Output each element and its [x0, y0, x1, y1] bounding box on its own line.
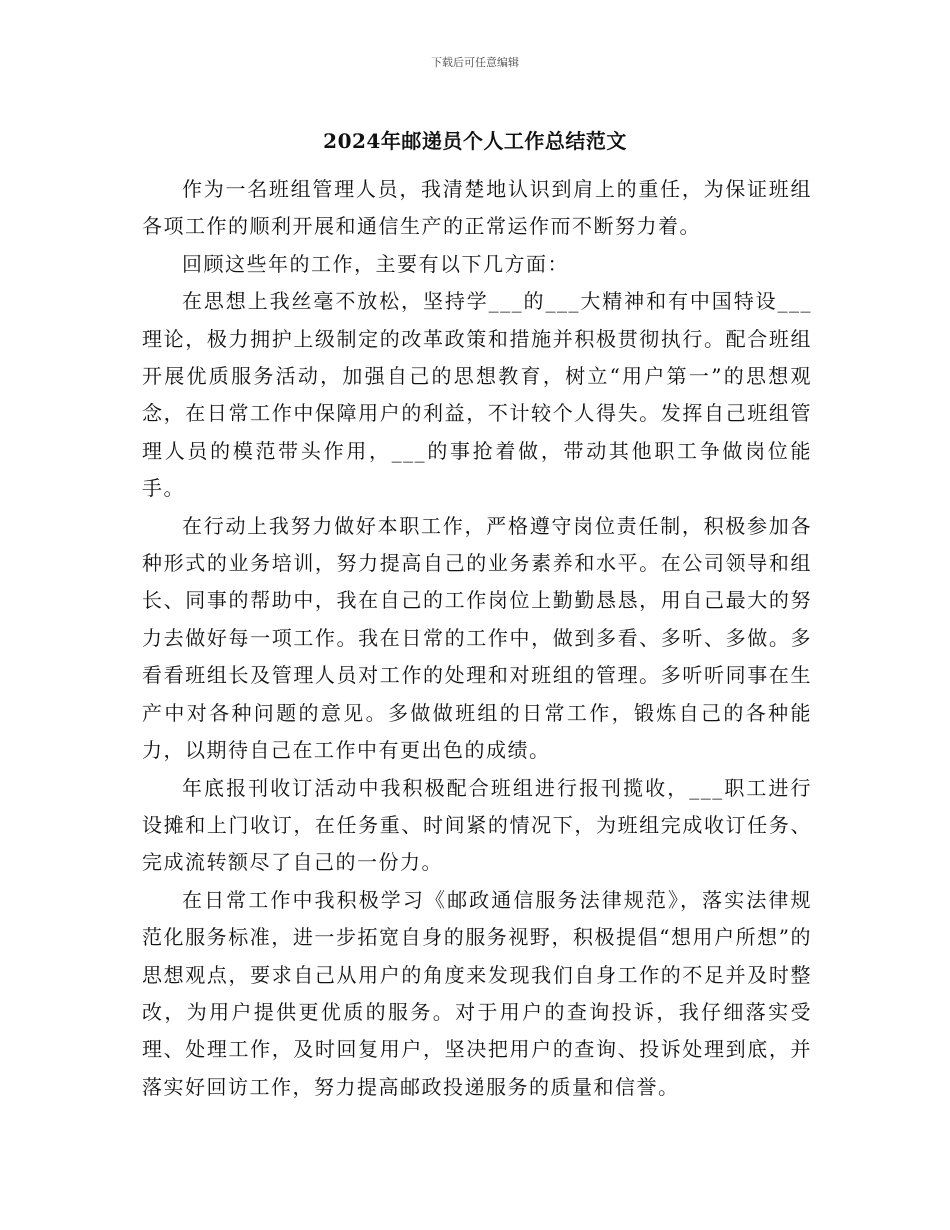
paragraph-daily-work: 在日常工作中我积极学习《邮政通信服务法律规范》，落实法律规范化服务标准，进一步拓宽自身的服务视野，积极提倡“想用户所想”的思想观点，要求自己从用户的角度来发现我们自身工作的不足并及时整改，为用户提供更优质的服务。对于用户的查询投诉，我仔细落实受理、处理工作，及时回复用户，坚决把用户的查询、投诉处理到底，并落实好回访工作，努力提高邮政投递服务的质量和信誉。	[142, 887, 812, 1099]
paragraph-subscription: 年底报刊收订活动中我积极配合班组进行报刊揽收，___职工进行设摊和上门收订，在任务重、时间紧的情况下，为班组完成收订任务、完成流转额尽了自己的一份力。	[142, 775, 812, 875]
paragraph-ideology: 在思想上我丝毫不放松，坚持学___的___大精神和有中国特设___理论，极力拥护上级制定的改革政策和措施并积极贯彻执行。配合班组开展优质服务活动，加强自己的思想教育，树立“用户第一”的思想观念，在日常工作中保障用户的利益，不计较个人得失。发挥自己班组管理人员的模范带头作用，___的事抢着做，带动其他职工争做岗位能手。	[142, 289, 812, 501]
document-title: 2024年邮递员个人工作总结范文	[323, 129, 627, 153]
paragraph-review: 回顾这些年的工作，主要有以下几方面：	[182, 251, 569, 276]
page-header-note: 下载后可任意编辑	[431, 56, 519, 69]
paragraph-action: 在行动上我努力做好本职工作，严格遵守岗位责任制，积极参加各种形式的业务培训，努力提高自己的业务素养和水平。在公司领导和组长、同事的帮助中，我在自己的工作岗位上勤勤恳恳，用自己最大的努力去做好每一项工作。我在日常的工作中，做到多看、多听、多做。多看看班组长及管理人员对工作的处理和对班组的管理。多听听同事在生产中对各种问题的意见。多做做班组的日常工作，锻炼自己的各种能力，以期待自己在工作中有更出色的成绩。	[142, 513, 812, 763]
paragraph-intro: 作为一名班组管理人员，我清楚地认识到肩上的重任，为保证班组各项工作的顺利开展和通信生产的正常运作而不断努力着。	[142, 177, 812, 239]
document-body	[142, 171, 812, 1106]
